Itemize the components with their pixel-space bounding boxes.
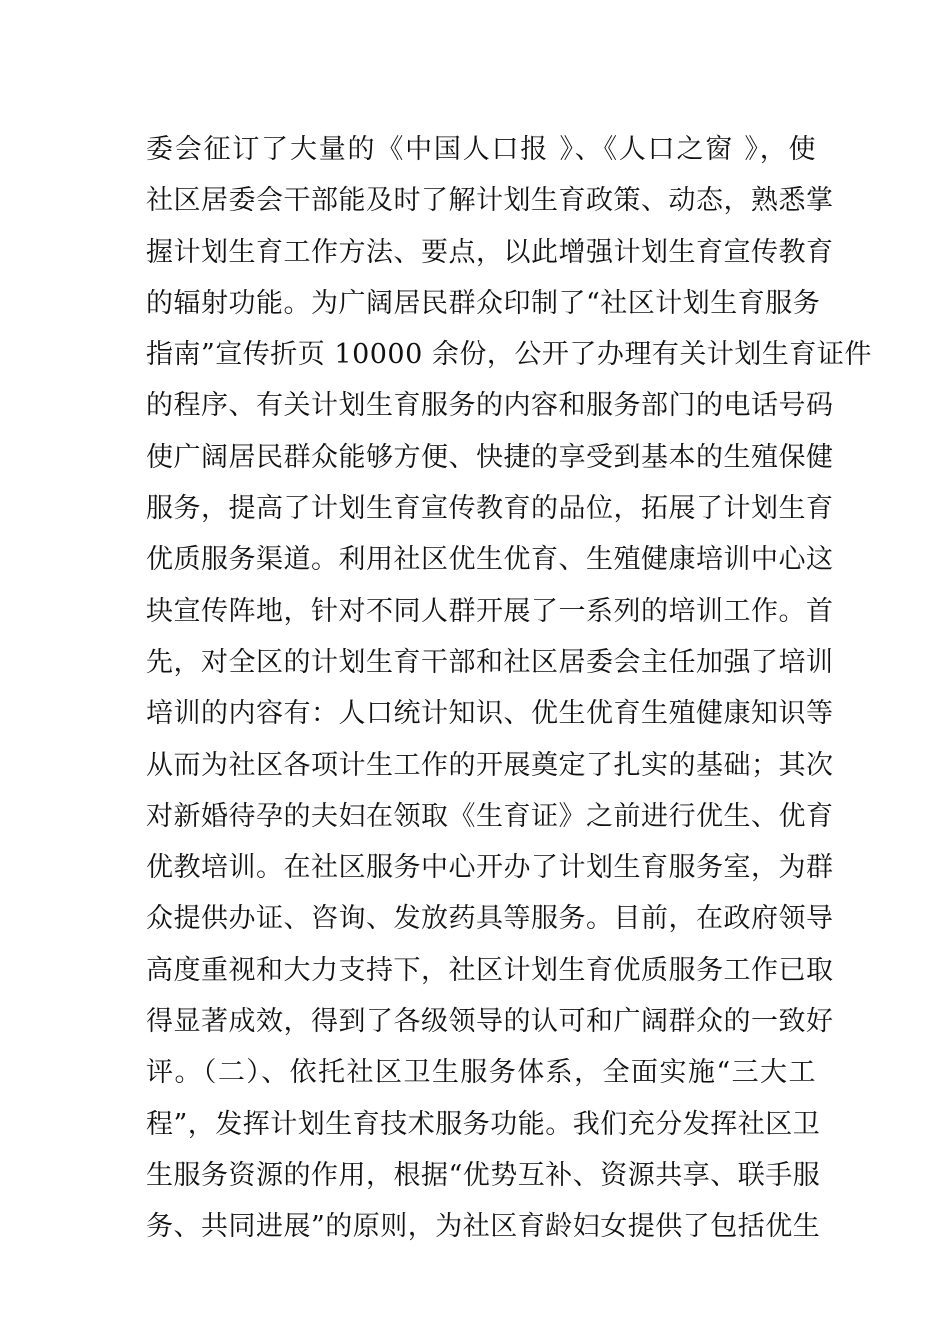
text-line: 对新婚待孕的夫妇在领取《生育证》之前进行优生、优育: [146, 800, 834, 832]
text-line: 优教培训。在社区服务中心开办了计划生育服务室，为群: [146, 852, 834, 884]
text-line: 众提供办证、咨询、发放药具等服务。目前，在政府领导: [146, 903, 834, 935]
text-line: 优质服务渠道。利用社区优生优育、生殖健康培训中心这: [146, 544, 834, 576]
text-line: 委会征订了大量的《中国人口报 》、《人口之窗 》，使: [146, 134, 816, 165]
text-line: 得显著成效，得到了各级领导的认可和广阔群众的一致好: [146, 1006, 834, 1038]
text-line: 从而为社区各项计生工作的开展奠定了扎实的基础；其次: [146, 749, 834, 781]
text-line: 块宣传阵地，针对不同人群开展了一系列的培训工作。首: [146, 595, 834, 627]
text-line: 高度重视和大力支持下，社区计划生育优质服务工作已取: [146, 954, 834, 986]
text-line: 社区居委会干部能及时了解计划生育政策、动态，熟悉掌: [146, 185, 834, 217]
text-line: 使广阔居民群众能够方便、快捷的享受到基本的生殖保健: [146, 441, 834, 473]
text-line: 务、共同进展”的原则，为社区育龄妇女提供了包括优生: [146, 1211, 821, 1243]
text-line: 服务，提高了计划生育宣传教育的品位，拓展了计划生育: [146, 493, 834, 525]
text-line: 握计划生育工作方法、要点，以此增强计划生育宣传教育: [146, 236, 834, 268]
text-line: 评。（二）、依托社区卫生服务体系，全面实施“三大工: [146, 1057, 816, 1089]
body-text: [146, 124, 872, 1253]
text-line: 的辐射功能。为广阔居民群众印制了“社区计划生育服务: [146, 287, 821, 319]
text-line: 指南”宣传折页 10000 余份，公开了办理有关计划生育证件: [146, 339, 872, 371]
text-line: 程”，发挥计划生育技术服务功能。我们充分发挥社区卫: [146, 1108, 821, 1140]
text-line: 先，对全区的计划生育干部和社区居委会主任加强了培训: [146, 646, 834, 678]
text-line: 的程序、有关计划生育服务的内容和服务部门的电话号码: [146, 390, 834, 422]
text-line: 生服务资源的作用，根据“优势互补、资源共享、联手服: [146, 1159, 821, 1191]
text-line: 培训的内容有：人口统计知识、优生优育生殖健康知识等: [146, 698, 834, 730]
